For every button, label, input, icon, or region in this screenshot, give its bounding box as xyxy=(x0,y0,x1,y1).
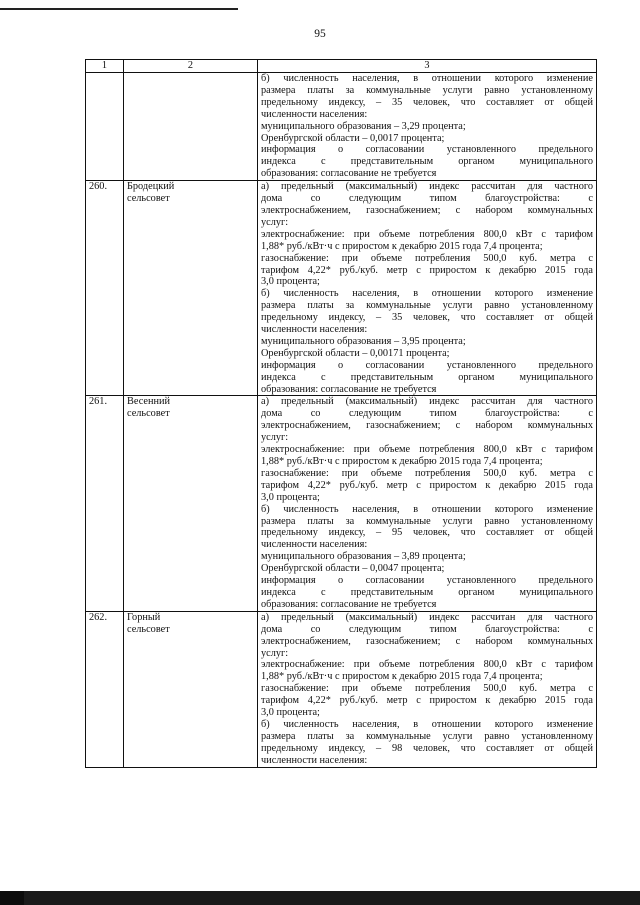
description-line: б) численность населения, в отношении которого изменение xyxy=(261,718,593,730)
tariff-index-table xyxy=(85,59,597,768)
description-line: численности населения: xyxy=(261,754,368,766)
description-line: индекса с представительным органом муниципального xyxy=(261,371,593,383)
description-line: предельному индексу, – 95 человек, что составляет от общей xyxy=(261,527,593,539)
description-line: б) численность населения, в отношении которого изменение xyxy=(261,503,593,515)
description-line: 3,0 процента; xyxy=(261,707,320,719)
description-line: Оренбургской области – 0,0047 процента; xyxy=(261,563,445,575)
description-line: образования: согласование не требуется xyxy=(261,383,437,395)
description-line: электроснабжением, газоснабжением; с набором коммунальных xyxy=(261,420,593,432)
description-line: Оренбургской области – 0,00171 процента; xyxy=(261,347,450,359)
description-line: тарифом 4,22* руб./куб. метр с приростом к декабрю 2015 года xyxy=(261,479,593,491)
description-line: муниципального образования – 3,29 процента; xyxy=(261,120,466,132)
description-line: услуг: xyxy=(261,432,289,444)
description-line: образования: согласование не требуется xyxy=(261,168,437,180)
description-line: дома со следующим типом благоустройства: с xyxy=(261,193,593,205)
description-line: предельному индексу, – 35 человек, что составляет от общей xyxy=(261,312,593,324)
description-line: газоснабжение: при объеме потребления 500,0 куб. метра с xyxy=(261,252,593,264)
description-line: электроснабжение: при объеме потребления 800,0 кВт с тарифом xyxy=(261,444,593,456)
scan-edge-bottom xyxy=(0,891,640,905)
description-line: 3,0 процента; xyxy=(261,491,320,503)
description-line: предельному индексу, – 35 человек, что составляет от общей xyxy=(261,96,593,108)
description-line: численности населения: xyxy=(261,108,368,120)
description-line: размера платы за коммунальные услуги равно установленному xyxy=(261,730,593,742)
index-description xyxy=(258,181,597,396)
row-number: 260. xyxy=(86,181,124,396)
description-line: услуг: xyxy=(261,647,289,659)
table-row xyxy=(86,396,597,611)
description-line: размера платы за коммунальные услуги равно установленному xyxy=(261,515,593,527)
row-number: 262. xyxy=(86,611,124,767)
description-line: предельному индексу, – 98 человек, что составляет от общей xyxy=(261,742,593,754)
row-number xyxy=(86,73,124,181)
description-line: размера платы за коммунальные услуги равно установленному xyxy=(261,84,593,96)
index-description xyxy=(258,73,597,181)
description-line: размера платы за коммунальные услуги равно установленному xyxy=(261,300,593,312)
description-line: тарифом 4,22* руб./куб. метр с приростом к декабрю 2015 года xyxy=(261,695,593,707)
description-line: информация о согласовании установленного предельного xyxy=(261,144,593,156)
column-header-number: 1 xyxy=(86,60,124,73)
table-header-row xyxy=(86,60,597,73)
description-line: информация о согласовании установленного предельного xyxy=(261,575,593,587)
description-line: индекса с представительным органом муниципального xyxy=(261,156,593,168)
column-header-content: 3 xyxy=(258,60,597,73)
table-row xyxy=(86,611,597,767)
column-header-name: 2 xyxy=(124,60,258,73)
description-line: Оренбургской области – 0,0017 процента; xyxy=(261,132,445,144)
description-line: информация о согласовании установленного предельного xyxy=(261,359,593,371)
description-line: электроснабжение: при объеме потребления 800,0 кВт с тарифом xyxy=(261,228,593,240)
description-line: дома со следующим типом благоустройства: с xyxy=(261,623,593,635)
page-number: 95 xyxy=(314,28,326,40)
description-line: а) предельный (максимальный) индекс рассчитан для частного xyxy=(261,181,593,193)
description-line: 3,0 процента; xyxy=(261,276,320,288)
scan-edge-top xyxy=(0,8,238,10)
table-body xyxy=(86,73,597,768)
description-line: 1,88* руб./кВт·ч с приростом к декабрю 2015 года 7,4 процента; xyxy=(261,456,543,467)
index-description xyxy=(258,396,597,611)
table-row xyxy=(86,73,597,181)
description-line: образования: согласование не требуется xyxy=(261,598,437,610)
description-line: индекса с представительным органом муниципального xyxy=(261,586,593,598)
description-line: услуг: xyxy=(261,216,289,228)
description-line: муниципального образования – 3,89 процента; xyxy=(261,551,466,563)
municipality-name: Весенний сельсовет xyxy=(124,396,258,611)
description-line: 1,88* руб./кВт·ч с приростом к декабрю 2015 года 7,4 процента; xyxy=(261,240,543,252)
description-line: газоснабжение: при объеме потребления 500,0 куб. метра с xyxy=(261,683,593,695)
description-line: газоснабжение: при объеме потребления 500,0 куб. метра с xyxy=(261,467,593,479)
description-line: б) численность населения, в отношении которого изменение xyxy=(261,73,593,84)
table-row xyxy=(86,181,597,396)
index-description xyxy=(258,611,597,767)
description-line: электроснабжением, газоснабжением; с набором коммунальных xyxy=(261,204,593,216)
description-line: численности населения: xyxy=(261,539,368,551)
description-line: дома со следующим типом благоустройства: с xyxy=(261,408,593,420)
description-line: тарифом 4,22* руб./куб. метр с приростом к декабрю 2015 года xyxy=(261,264,593,276)
description-line: муниципального образования – 3,95 процента; xyxy=(261,335,466,347)
municipality-name: Бродецкий сельсовет xyxy=(124,181,258,396)
description-line: а) предельный (максимальный) индекс рассчитан для частного xyxy=(261,396,593,408)
municipality-name xyxy=(124,73,258,181)
municipality-name: Горный сельсовет xyxy=(124,611,258,767)
description-line: а) предельный (максимальный) индекс рассчитан для частного xyxy=(261,611,593,623)
row-number: 261. xyxy=(86,396,124,611)
description-line: численности населения: xyxy=(261,324,368,336)
description-line: электроснабжением, газоснабжением; с набором коммунальных xyxy=(261,635,593,647)
description-line: б) численность населения, в отношении которого изменение xyxy=(261,288,593,300)
description-line: электроснабжение: при объеме потребления 800,0 кВт с тарифом xyxy=(261,659,593,671)
description-line: 1,88* руб./кВт·ч с приростом к декабрю 2015 года 7,4 процента; xyxy=(261,671,543,683)
